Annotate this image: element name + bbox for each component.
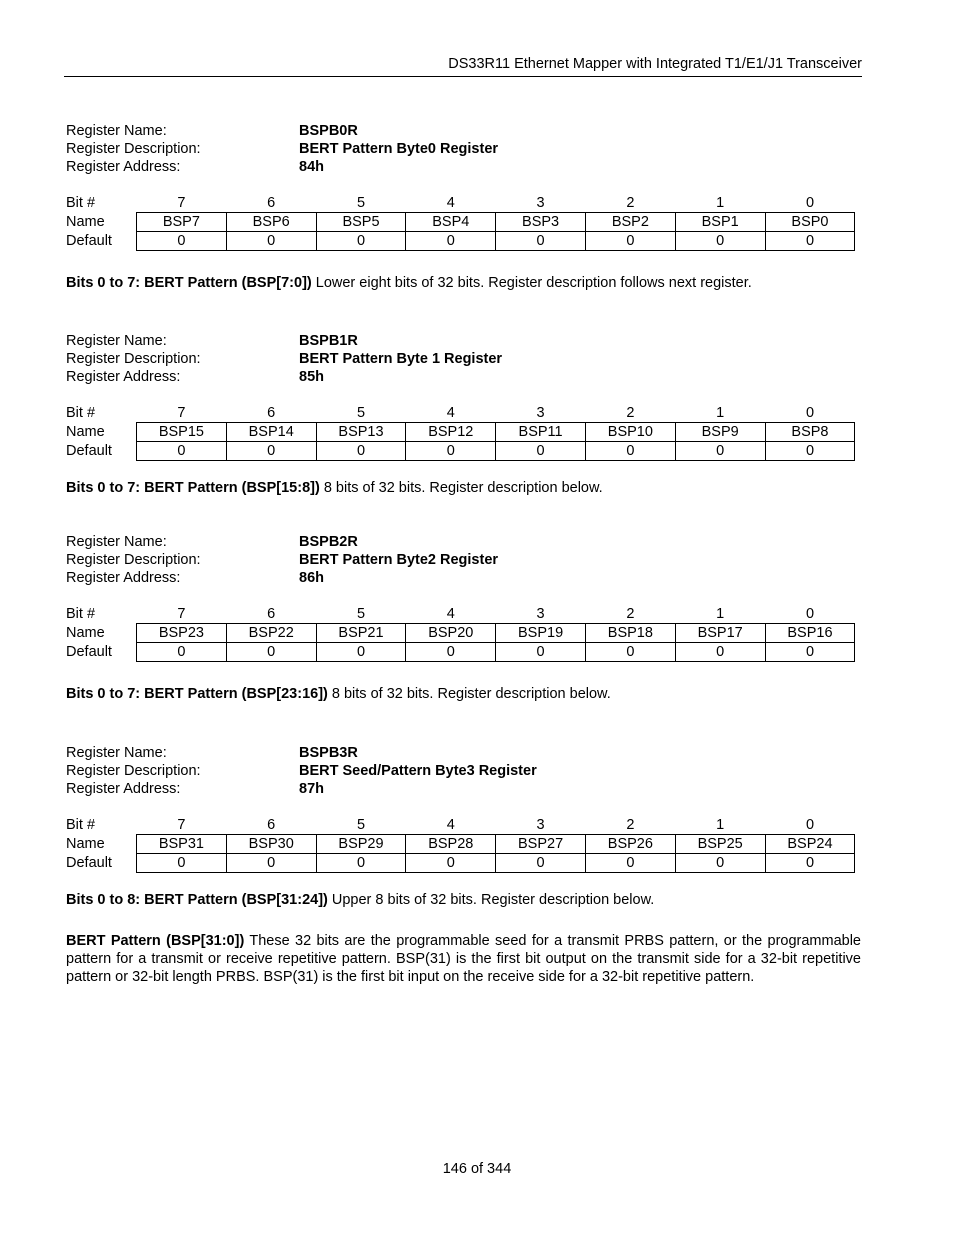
register-address-label: Register Address: xyxy=(66,159,181,175)
name-row-label: Name xyxy=(66,424,105,440)
bit-number: 7 xyxy=(177,816,186,833)
bit-number: 2 xyxy=(626,404,635,421)
bit-default-cell: 0 xyxy=(585,232,675,251)
bit-number: 6 xyxy=(267,194,276,211)
bit-number: 0 xyxy=(805,404,815,421)
default-row-label: Default xyxy=(66,644,112,660)
bit-default-cell: 0 xyxy=(406,854,496,873)
bit-number: 6 xyxy=(267,404,276,421)
register-note-heading: Bits 0 to 7: BERT Pattern (BSP[23:16]) xyxy=(66,686,328,702)
bit-number: 5 xyxy=(356,816,366,833)
bit-name-cell: BSP19 xyxy=(496,624,586,643)
register-bit-grid xyxy=(136,194,855,251)
bit-default-cell: 0 xyxy=(226,643,316,662)
bit-number: 3 xyxy=(536,404,545,421)
bit-name-cell: BSP2 xyxy=(585,213,675,232)
register-description-label: Register Description: xyxy=(66,552,201,568)
bit-name-cell: BSP6 xyxy=(226,213,316,232)
register-block-bspb1r xyxy=(66,332,862,462)
register-name: BSPB1R xyxy=(299,333,358,349)
register-description-label: Register Description: xyxy=(66,141,201,157)
register-address-label: Register Address: xyxy=(66,570,181,586)
default-row-label: Default xyxy=(66,233,112,249)
bit-number: 1 xyxy=(716,404,725,421)
bit-default-cell: 0 xyxy=(765,442,855,461)
register-info xyxy=(66,332,862,388)
bit-name-cell: BSP22 xyxy=(226,624,316,643)
bit-number: 3 xyxy=(536,605,545,622)
register-info xyxy=(66,122,862,178)
bit-default-cell: 0 xyxy=(675,442,765,461)
register-address: 86h xyxy=(299,570,324,586)
register-note-text: Lower eight bits of 32 bits. Register description follows next register. xyxy=(311,275,752,291)
register-bit-grid xyxy=(136,404,855,461)
bit-number: 7 xyxy=(177,605,186,622)
bit-number: 1 xyxy=(716,605,725,622)
bit-table xyxy=(66,605,862,663)
bert-pattern-heading: BERT Pattern (BSP[31:0]) xyxy=(66,933,245,949)
bit-name-cell: BSP11 xyxy=(496,423,586,442)
bit-name-cell: BSP13 xyxy=(316,423,406,442)
register-note-heading: Bits 0 to 7: BERT Pattern (BSP[7:0]) xyxy=(66,275,312,291)
register-name: BSPB3R xyxy=(299,745,358,761)
bit-number: 7 xyxy=(177,194,186,211)
bit-default-cell: 0 xyxy=(765,643,855,662)
register-note-text: Upper 8 bits of 32 bits. Register description below. xyxy=(327,892,655,908)
bit-number: 5 xyxy=(356,194,366,211)
bit-number-label: Bit # xyxy=(66,606,96,622)
bit-number: 4 xyxy=(446,605,455,622)
register-name: BSPB0R xyxy=(299,123,358,139)
bit-default-cell: 0 xyxy=(316,232,406,251)
bit-default-cell: 0 xyxy=(675,854,765,873)
bit-default-cell: 0 xyxy=(137,854,227,873)
bit-number: 7 xyxy=(177,404,186,421)
bit-name-cell: BSP1 xyxy=(675,213,765,232)
bit-default-cell: 0 xyxy=(226,854,316,873)
register-description-label: Register Description: xyxy=(66,351,201,367)
bit-name-cell: BSP26 xyxy=(585,835,675,854)
bit-number-label: Bit # xyxy=(66,405,96,421)
name-row-label: Name xyxy=(66,214,105,230)
bit-number: 0 xyxy=(805,816,815,833)
register-note-heading: Bits 0 to 7: BERT Pattern (BSP[15:8]) xyxy=(66,480,320,496)
bit-default-cell: 0 xyxy=(496,232,586,251)
register-block-bspb3r xyxy=(66,744,862,874)
bit-name-cell: BSP18 xyxy=(585,624,675,643)
bit-default-cell: 0 xyxy=(496,643,586,662)
bit-name-cell: BSP25 xyxy=(675,835,765,854)
register-note-text: 8 bits of 32 bits. Register description below. xyxy=(327,686,611,702)
bit-number: 6 xyxy=(267,816,276,833)
bit-number: 4 xyxy=(446,404,455,421)
bit-default-cell: 0 xyxy=(406,232,496,251)
register-bit-grid xyxy=(136,605,855,662)
register-note-text: 8 bits of 32 bits. Register description below. xyxy=(319,480,603,496)
register-description: BERT Pattern Byte0 Register xyxy=(299,141,499,157)
bit-name-cell: BSP5 xyxy=(316,213,406,232)
bit-default-cell: 0 xyxy=(765,232,855,251)
bit-number: 5 xyxy=(356,404,366,421)
register-address-label: Register Address: xyxy=(66,369,181,385)
register-description: BERT Pattern Byte 1 Register xyxy=(299,351,503,367)
bit-number: 2 xyxy=(626,816,635,833)
page-number: 146 of 344 xyxy=(442,1161,512,1177)
register-description-label: Register Description: xyxy=(66,763,201,779)
bit-name-cell: BSP16 xyxy=(765,624,855,643)
bit-name-cell: BSP24 xyxy=(765,835,855,854)
bit-name-cell: BSP3 xyxy=(496,213,586,232)
register-description: BERT Pattern Byte2 Register xyxy=(299,552,499,568)
bit-default-cell: 0 xyxy=(316,643,406,662)
register-address: 84h xyxy=(299,159,324,175)
bit-name-cell: BSP23 xyxy=(137,624,227,643)
bit-number: 1 xyxy=(716,194,725,211)
bit-default-cell: 0 xyxy=(406,442,496,461)
bit-table xyxy=(66,404,862,462)
bit-default-cell: 0 xyxy=(226,232,316,251)
register-bit-grid xyxy=(136,816,855,873)
bit-default-cell: 0 xyxy=(585,854,675,873)
bit-number: 3 xyxy=(536,194,545,211)
bit-number-label: Bit # xyxy=(66,817,96,833)
bit-name-cell: BSP31 xyxy=(137,835,227,854)
bit-number: 5 xyxy=(356,605,366,622)
bit-name-cell: BSP15 xyxy=(137,423,227,442)
bit-default-cell: 0 xyxy=(137,442,227,461)
document-title: DS33R11 Ethernet Mapper with Integrated T1/E1/J1 Transceiver xyxy=(448,56,862,72)
bit-name-cell: BSP4 xyxy=(406,213,496,232)
bit-default-cell: 0 xyxy=(137,643,227,662)
bit-default-cell: 0 xyxy=(316,442,406,461)
register-note xyxy=(66,479,862,497)
bit-default-cell: 0 xyxy=(226,442,316,461)
bit-name-cell: BSP14 xyxy=(226,423,316,442)
bit-table xyxy=(66,816,862,874)
page-header xyxy=(64,55,862,77)
bit-number-label: Bit # xyxy=(66,195,96,211)
bit-name-cell: BSP12 xyxy=(406,423,496,442)
register-address: 87h xyxy=(299,781,324,797)
bit-name-cell: BSP10 xyxy=(585,423,675,442)
bit-default-cell: 0 xyxy=(316,854,406,873)
bit-name-cell: BSP30 xyxy=(226,835,316,854)
bit-name-cell: BSP7 xyxy=(137,213,227,232)
bit-number: 6 xyxy=(267,605,276,622)
bit-name-cell: BSP8 xyxy=(765,423,855,442)
bit-number: 0 xyxy=(805,194,815,211)
default-row-label: Default xyxy=(66,855,112,871)
register-note-heading: Bits 0 to 8: BERT Pattern (BSP[31:24]) xyxy=(66,892,328,908)
bert-pattern-text: These 32 bits are the programmable seed for a transmit PRBS pattern, or the programmable pattern for a transmit or receive repetitive pattern. BSP(31) is the first bit output on the transmit side for a 32-bit repetitive pattern or 32-bit length PRBS. BSP(31) is the first bit input on the receive side for a 32-bit repetitive pattern. xyxy=(66,933,861,985)
register-block-bspb2r xyxy=(66,533,862,663)
register-note xyxy=(66,891,862,909)
bit-default-cell: 0 xyxy=(675,232,765,251)
bit-name-cell: BSP17 xyxy=(675,624,765,643)
bit-default-cell: 0 xyxy=(496,854,586,873)
bit-default-cell: 0 xyxy=(406,643,496,662)
bit-number: 3 xyxy=(536,816,545,833)
register-address: 85h xyxy=(299,369,324,385)
register-name-label: Register Name: xyxy=(66,123,167,139)
bit-table xyxy=(66,194,862,252)
bit-default-cell: 0 xyxy=(585,643,675,662)
name-row-label: Name xyxy=(66,836,105,852)
bit-default-cell: 0 xyxy=(137,232,227,251)
bit-default-cell: 0 xyxy=(585,442,675,461)
bit-number: 2 xyxy=(626,194,635,211)
bit-name-cell: BSP28 xyxy=(406,835,496,854)
register-info xyxy=(66,744,862,800)
bit-number: 4 xyxy=(446,816,455,833)
default-row-label: Default xyxy=(66,443,112,459)
register-address-label: Register Address: xyxy=(66,781,181,797)
register-name: BSPB2R xyxy=(299,534,358,550)
bit-default-cell: 0 xyxy=(765,854,855,873)
register-info xyxy=(66,533,862,589)
name-row-label: Name xyxy=(66,625,105,641)
register-description: BERT Seed/Pattern Byte3 Register xyxy=(299,763,537,779)
register-name-label: Register Name: xyxy=(66,333,167,349)
register-name-label: Register Name: xyxy=(66,745,167,761)
register-block-bspb0r xyxy=(66,122,862,252)
register-note xyxy=(66,274,862,292)
register-note xyxy=(66,685,862,703)
bit-name-cell: BSP0 xyxy=(765,213,855,232)
bit-number: 1 xyxy=(716,816,725,833)
bit-number: 2 xyxy=(626,605,635,622)
bit-default-cell: 0 xyxy=(675,643,765,662)
bit-number: 4 xyxy=(446,194,455,211)
bit-name-cell: BSP20 xyxy=(406,624,496,643)
bit-name-cell: BSP21 xyxy=(316,624,406,643)
bit-name-cell: BSP29 xyxy=(316,835,406,854)
bit-default-cell: 0 xyxy=(496,442,586,461)
register-name-label: Register Name: xyxy=(66,534,167,550)
bit-name-cell: BSP9 xyxy=(675,423,765,442)
bit-number: 0 xyxy=(805,605,815,622)
bit-name-cell: BSP27 xyxy=(496,835,586,854)
bert-pattern-description xyxy=(66,932,861,986)
